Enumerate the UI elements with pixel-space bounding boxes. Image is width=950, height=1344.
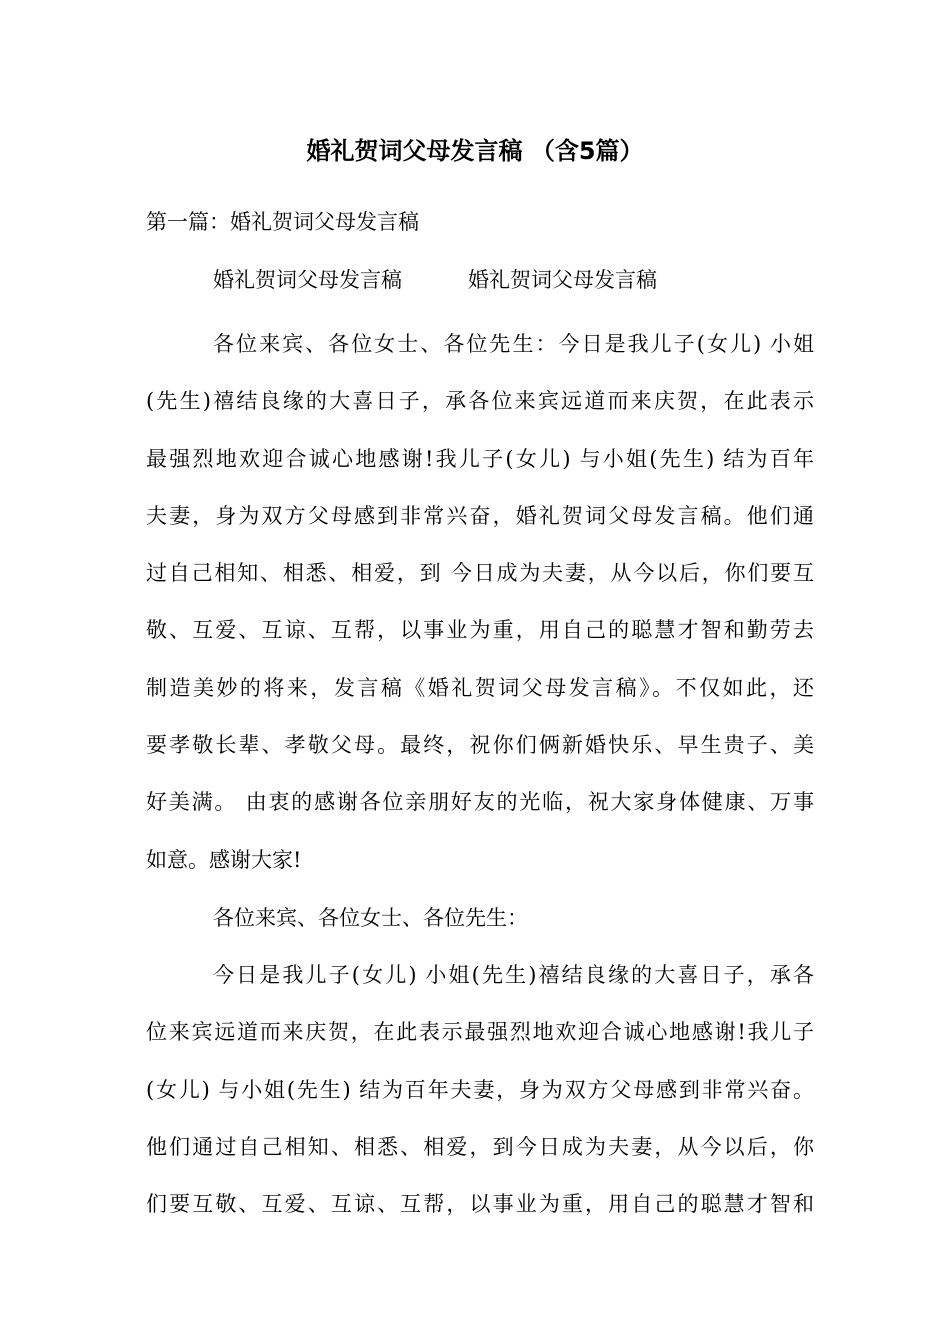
paragraph-line: 今日是我儿子(女儿) 小姐(先生)禧结良缘的大喜日子，承各 bbox=[213, 963, 814, 987]
paragraph-2 bbox=[146, 890, 814, 947]
paragraph-line: 最强烈地欢迎合诚心地感谢!我儿子(女儿) 与小姐(先生) 结为百年 bbox=[146, 446, 814, 471]
paragraph-line: 好美满。 由衷的感谢各位亲朋好友的光临，祝大家身体健康、万事 bbox=[146, 790, 814, 815]
document-title: 婚礼贺词父母发言稿 （含5篇） bbox=[306, 137, 644, 165]
section-heading: 第一篇：婚礼贺词父母发言稿 bbox=[146, 210, 419, 234]
paragraph-line: (女儿) 与小姐(先生) 结为百年夫妻，身为双方父母感到非常兴奋。 bbox=[146, 1077, 814, 1102]
paragraph-3 bbox=[146, 947, 814, 1233]
paragraph-line: 过自己相知、相悉、相爱，到 今日成为夫妻，从今以后，你们要互 bbox=[146, 561, 814, 586]
paragraph-line: 位来宾远道而来庆贺，在此表示最强烈地欢迎合诚心地感谢!我儿子 bbox=[146, 1020, 814, 1045]
paragraph-line: 敬、互爱、互谅、互帮，以事业为重，用自己的聪慧才智和勤劳去 bbox=[146, 618, 814, 643]
paragraph-line: 各位来宾、各位女士、各位先生：今日是我儿子(女儿) 小姐 bbox=[213, 332, 814, 356]
paragraph-line: 们要互敬、互爱、互谅、互帮，以事业为重，用自己的聪慧才智和 bbox=[146, 1192, 814, 1217]
paragraph-1 bbox=[146, 316, 814, 889]
paragraph-line: 要孝敬长辈、孝敬父母。最终，祝你们俩新婚快乐、早生贵子、美 bbox=[146, 733, 814, 758]
paragraph-line: (先生)禧结良缘的大喜日子，承各位来宾远道而来庆贺，在此表示 bbox=[146, 389, 814, 414]
subtitle-row bbox=[213, 262, 657, 298]
subtitle-left: 婚礼贺词父母发言稿 bbox=[213, 268, 402, 292]
paragraph-line: 各位来宾、各位女士、各位先生： bbox=[213, 906, 528, 930]
subtitle-right: 婚礼贺词父母发言稿 bbox=[468, 268, 657, 292]
paragraph-line: 如意。感谢大家! bbox=[146, 847, 302, 872]
paragraph-line: 制造美妙的将来，发言稿《婚礼贺词父母发言稿》。不仅如此，还 bbox=[146, 675, 814, 700]
paragraph-line: 夫妻，身为双方父母感到非常兴奋，婚礼贺词父母发言稿。他们通 bbox=[146, 503, 814, 528]
paragraph-line: 他们通过自己相知、相悉、相爱，到今日成为夫妻，从今以后，你 bbox=[146, 1134, 814, 1159]
